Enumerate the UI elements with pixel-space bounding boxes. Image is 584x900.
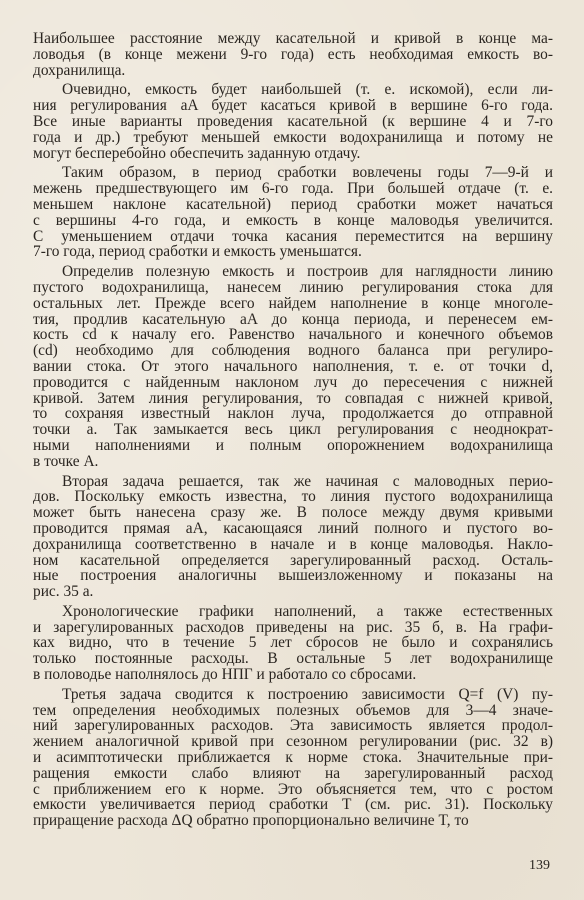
text-line: ках видно, что в течение 5 лет сбросов не было и сохранялись [33, 634, 553, 652]
text-line: Хронологические графики наполнений, а также естественных [62, 602, 553, 620]
text-line: Вторая задача решается, так же начиная с маловодных перио- [62, 472, 553, 490]
text-line: в точке A. [33, 452, 99, 470]
text-line: Таким образом, в период сработки вовлечены годы 7—9-й и [62, 164, 553, 182]
text-line: ращения емкости слабо влияют на зарегулированный расход [33, 764, 553, 782]
text-line: дов. Поскольку емкость известна, то линия пустого водохранилища [33, 488, 553, 506]
text-line: Определив полезную емкость и построив для наглядности линию [62, 263, 553, 281]
text-line: 7-го года, период сработки и емкость уменьшатся. [33, 243, 362, 261]
paragraph [33, 474, 553, 600]
text-line: проводится прямая aA, касающаяся линий полного и пустого во- [33, 519, 553, 537]
text-line: точки a. Так замыкается весь цикл регулирования с неоднократ- [33, 421, 553, 439]
text-line: (cd) необходимо для соблюдения водного баланса при регулиро- [33, 342, 553, 360]
text-line: жением аналогичной кривой при сезонном регулировании (рис. 32 в) [33, 733, 553, 751]
text-line: и зарегулированных расходов приведены на рис. 35 б, в. На графи- [33, 618, 553, 636]
text-line: дохранилища. [33, 61, 126, 79]
paragraph [33, 687, 553, 829]
text-line: вании стока. От этого начального наполнения, т. е. от точки d, [33, 357, 553, 375]
text-line: приращение расхода ΔQ обратно пропорционально величине T, то [33, 812, 469, 830]
page-number: 139 [529, 858, 550, 873]
text-line: ния регулирования aA будет касаться кривой в вершине 6-го года. [33, 97, 553, 115]
text-line: с вершины 4-го года, и емкость в конце маловодья увеличится. [33, 211, 553, 229]
paragraph [33, 31, 553, 78]
text-line: рис. 35 a. [33, 583, 94, 601]
text-line: Очевидно, емкость будет наибольшей (т. е. искомой), если ли- [62, 81, 553, 99]
text-line: Третья задача сводится к построению зависимости Q=f (V) пу- [62, 685, 553, 703]
text-line: меньшем наклоне касательной) период сработки может начаться [33, 195, 553, 213]
text-line: с приближением его к норме. Это объясняется тем, что с ростом [33, 780, 553, 798]
text-line: ными наполнениями и полным опорожнением водохранилища [33, 436, 553, 454]
text-line: и асимптотически приближается к норме стока. Значительные при- [33, 749, 553, 767]
paragraph [33, 165, 553, 260]
text-line: дохранилища соответственно в начале и в конце маловодья. Накло- [33, 535, 553, 553]
text-line: кривой. Затем линия регулирования, то совпадая с нижней кривой, [33, 389, 553, 407]
text-line: остальных лет. Прежде всего найдем наполнение в конце многоле- [33, 294, 553, 312]
paragraph [33, 264, 553, 469]
text-line: ные построения аналогичны вышеизложенному и показаны на [33, 567, 553, 585]
text-line: емкости увеличивается период сработки T (см. рис. 31). Поскольку [33, 796, 553, 814]
text-line: могут бесперебойно обеспечить заданную отдачу. [33, 144, 361, 162]
text-line: только постоянные расходы. В остальные 5 лет водохранилище [33, 650, 553, 668]
text-line: кость cd к началу его. Равенство начального и конечного объемов [33, 326, 553, 344]
text-line: в половодье наполнялось до НПГ и работало со сбросами. [33, 666, 417, 684]
text-line: тем определения необходимых полезных объемов для 3—4 значе- [33, 701, 553, 719]
page-text [33, 31, 553, 833]
text-line: может быть нанесена сразу же. В полосе между двумя кривыми [33, 504, 553, 522]
text-line: межень предшествующего им 6-го года. При большей отдаче (т. е. [33, 180, 553, 198]
text-line: Все иные варианты проведения касательной (к вершине 4 и 7-го [33, 112, 553, 130]
text-line: то сохраняя известный наклон луча, продолжается до отправной [33, 405, 553, 423]
text-line: ловодья (в конце межени 9-го года) есть необходимая емкость во- [33, 45, 553, 63]
text-line: пустого водохранилища, нанесем линию регулирования стока для [33, 278, 553, 296]
text-line: тия, продлив касательную aA до конца периода, и перенесем ем- [33, 310, 553, 328]
text-line: года и др.) требуют меньшей емкости водохранилища и потому не [33, 128, 553, 146]
paragraph [33, 82, 553, 161]
text-line: проводится с найденным наклоном луч до пересечения с нижней [33, 373, 553, 391]
paragraph [33, 604, 553, 683]
text-line: С уменьшением отдачи точка касания переместится на вершину [33, 227, 553, 245]
text-line: ном касательной определяется зарегулированный расход. Осталь- [33, 551, 553, 569]
text-line: ний зарегулированных расходов. Эта зависимость является продол- [33, 717, 553, 735]
text-line: Наибольшее расстояние между касательной и кривой в конце ма- [33, 30, 553, 47]
